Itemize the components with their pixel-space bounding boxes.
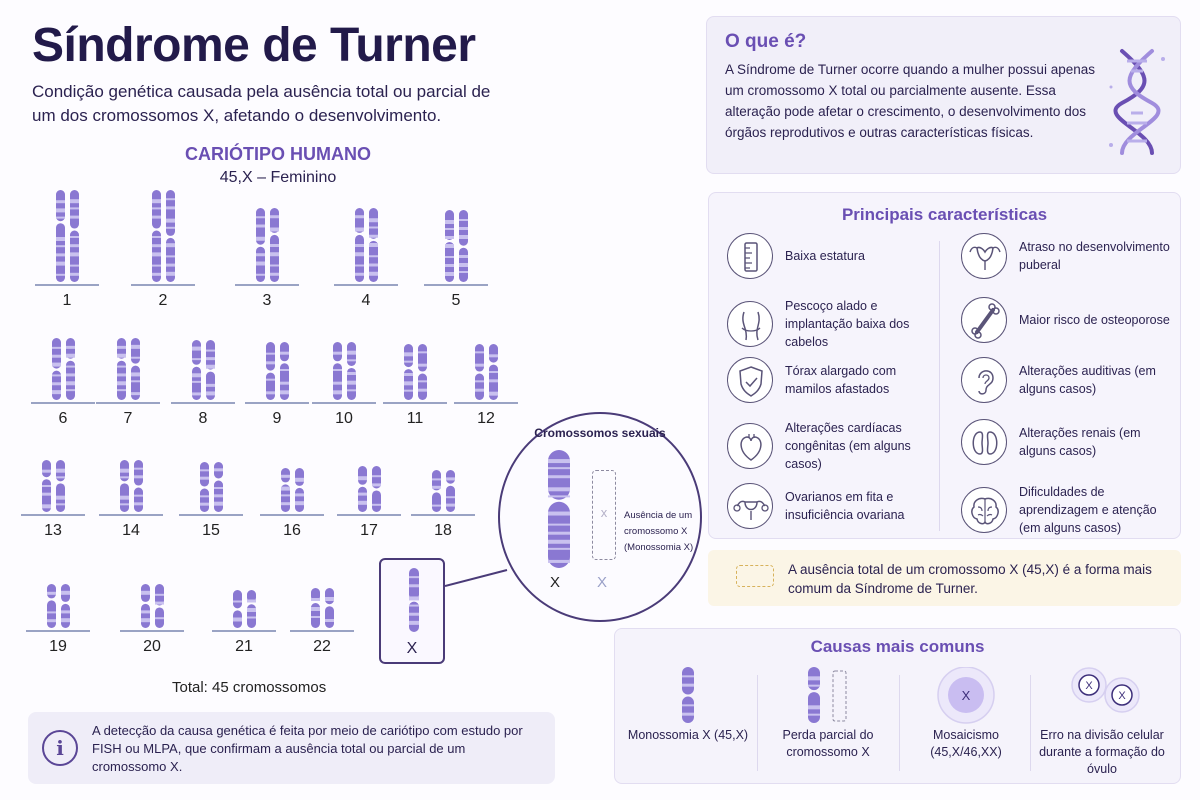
kidney-icon [961, 419, 1007, 465]
cause-text: Monossomia X (45,X) [627, 728, 749, 742]
info-icon: i [42, 730, 78, 766]
feature-item [727, 419, 932, 473]
features-title: Principais características [841, 205, 1048, 224]
cause-item [623, 665, 753, 781]
cause-text: Perda parcial do cromossomo X [782, 728, 874, 759]
chromosome-pair-icon [40, 584, 76, 628]
chromosome-number: 22 [313, 638, 331, 655]
cause-item [901, 665, 1031, 781]
feature-text: Baixa estatura [785, 249, 865, 263]
what-is-text: A Síndrome de Turner ocorre quando a mulher possui apenas um cromossomo X total ou parcialmente ausente. Essa alteração pode afetar o crescimento, o desenvolvimento dos órgãos reprodutivos e outras características físicas. [725, 62, 1095, 140]
chromosome-number: 2 [158, 292, 168, 309]
causes-title: Causas mais comuns [810, 637, 985, 656]
chromosome-number: 5 [451, 292, 461, 309]
pair-baseline [260, 514, 324, 516]
chromosome-pair-icon [145, 190, 181, 282]
causes-card [614, 628, 1181, 784]
chromosome-pair-9 [242, 342, 312, 428]
chromosome-pair-icon [438, 210, 474, 282]
feature-item [727, 483, 932, 529]
pair-baseline [337, 514, 401, 516]
page-subtitle: Condição genética causada pela ausência total ou parcial de um dos cromossomos X, afetando o desenvolvimento. [32, 82, 491, 125]
bone-icon [961, 297, 1007, 343]
pair-baseline [99, 514, 163, 516]
pair-baseline [235, 284, 299, 286]
feature-text: Alterações cardíacas congênitas (em alguns casos) [785, 421, 911, 471]
chromosome-total: Total: 45 cromossomos [172, 679, 327, 696]
chromosome-pair-13 [18, 460, 88, 540]
causes-divider [757, 675, 758, 771]
chromosome-pair-icon [351, 466, 387, 512]
feature-text: Atraso no desenvolvimento puberal [1019, 240, 1170, 272]
feature-text: Alterações renais (em alguns casos) [1019, 426, 1141, 458]
feature-item [727, 357, 932, 403]
feature-item [961, 297, 1173, 343]
dna-icon [1107, 47, 1167, 157]
chromosome-pair-3 [232, 208, 302, 310]
ruler-icon [727, 233, 773, 279]
pair-baseline [212, 630, 276, 632]
zoom-connector [445, 568, 515, 598]
mosaic-cell-letter: X [961, 688, 971, 703]
absence-note: Ausência de um cromossomo X (Monossomia X) [624, 510, 694, 553]
cause-item [1037, 665, 1167, 781]
uterus-icon [961, 233, 1007, 279]
chromosome-number: 17 [360, 522, 378, 539]
chromosome-pair-icon [193, 462, 229, 512]
sex-chromosome-box [379, 558, 445, 664]
chromosome-pair-8 [168, 340, 238, 428]
chromosome-pair-12 [451, 344, 521, 428]
what-is-title: O que é? [725, 31, 807, 52]
ovaries-icon [727, 483, 773, 529]
chromosome-pair-icon [274, 468, 310, 512]
neck-icon [727, 301, 773, 347]
chromosome-number: 15 [202, 522, 220, 539]
ear-icon [961, 357, 1007, 403]
feature-item [961, 233, 1173, 279]
dashed-chromosome-icon [736, 565, 774, 587]
feature-text: Dificuldades de aprendizagem e atenção (em alguns casos) [1019, 485, 1157, 535]
feature-item [727, 297, 932, 351]
pair-baseline [245, 402, 309, 404]
chromosome-pair-icon [226, 590, 262, 628]
sex-chromosomes-detail [498, 412, 702, 622]
chromosome-number: 12 [477, 410, 495, 427]
cause-text: Erro na divisão celular durante a formação do óvulo [1039, 728, 1165, 776]
chromosome-number: 21 [235, 638, 253, 655]
chromosome-number: 13 [44, 522, 62, 539]
chromosome-pair-icon [134, 584, 170, 628]
feature-item [961, 483, 1173, 537]
pair-baseline [131, 284, 195, 286]
chromosome-number: 3 [262, 292, 272, 309]
chromosome-number: 7 [123, 410, 133, 427]
chromosome-pair-20 [117, 584, 187, 656]
cause-item [763, 665, 893, 781]
chromosome-pair-16 [257, 468, 327, 540]
chromosome-pair-1 [32, 190, 102, 310]
pair-baseline [383, 402, 447, 404]
shield-chest-icon [727, 357, 773, 403]
chromosome-number: 11 [406, 410, 424, 427]
cause-text: Mosaicismo (45,X/46,XX) [930, 728, 1002, 759]
common-form-note [708, 550, 1181, 606]
chromosome-number: 10 [335, 410, 353, 427]
x-chromosome-large-icon [546, 450, 572, 568]
sex-chromosomes-title: Cromossomos sexuais [534, 426, 666, 440]
pair-baseline [290, 630, 354, 632]
chromosome-pair-icon [425, 470, 461, 512]
feature-item [727, 233, 932, 279]
chromosome-pair-11 [380, 344, 450, 428]
feature-text: Ovarianos em fita e insuficiência ovariana [785, 490, 905, 522]
pair-baseline [411, 514, 475, 516]
chromosome-pair-18 [408, 470, 478, 540]
pair-baseline [334, 284, 398, 286]
chromosome-number: 18 [434, 522, 452, 539]
pair-baseline [312, 402, 376, 404]
chromosome-pair-2 [128, 190, 198, 310]
chromosome-pair-icon [259, 342, 295, 400]
pair-baseline [120, 630, 184, 632]
chromosome-number: 14 [122, 522, 140, 539]
detection-info-text: A detecção da causa genética é feita por meio de cariótipo com estudo por FISH ou MLPA, que confirmam a ausência total ou parcial de um cromossomo X. [92, 723, 523, 774]
features-card [708, 192, 1181, 539]
feature-text: Maior risco de osteoporose [1019, 313, 1170, 327]
missing-chromosome-outline [592, 470, 616, 560]
chromosome-number: 9 [272, 410, 282, 427]
chromosome-pair-22 [287, 588, 357, 656]
chromosome-pair-icon [110, 338, 146, 400]
absent-x-label: X [597, 574, 608, 591]
feature-text: Pescoço alado e implantação baixa dos cabelos [785, 299, 910, 349]
pair-baseline [171, 402, 235, 404]
chromosome-number: 20 [143, 638, 161, 655]
page-title: Síndrome de Turner [32, 19, 476, 72]
chromosome-pair-5 [421, 210, 491, 310]
chromosome-pair-19 [23, 584, 93, 656]
karyotype-subtitle: 45,X – Feminino [219, 169, 337, 186]
missing-x-mark: x [600, 505, 608, 520]
chromosome-pair-icon [304, 588, 340, 628]
sex-chromosome-label: X [406, 640, 418, 657]
pair-baseline [179, 514, 243, 516]
chromosome-pair-icon [45, 338, 81, 400]
pair-baseline [21, 514, 85, 516]
chromosome-pair-14 [96, 460, 166, 540]
what-is-card [706, 16, 1181, 174]
chromosome-number: 1 [62, 292, 72, 309]
feature-text: Alterações auditivas (em alguns casos) [1019, 364, 1156, 396]
chromosome-number: 16 [283, 522, 301, 539]
pair-baseline [35, 284, 99, 286]
missing-part-outline [833, 671, 846, 721]
chromosome-pair-21 [209, 590, 279, 656]
chromosome-pair-7 [93, 338, 163, 428]
pair-baseline [454, 402, 518, 404]
pair-baseline [96, 402, 160, 404]
chromosome-pair-10 [309, 342, 379, 428]
single-chromosome-icon [623, 667, 753, 727]
causes-divider [899, 675, 900, 771]
chromosome-pair-17 [334, 466, 404, 540]
chromosome-number: 19 [49, 638, 67, 655]
cell-division-icon [1037, 667, 1167, 727]
chromosome-pair-icon [49, 190, 85, 282]
chromosome-number: 8 [198, 410, 208, 427]
feature-text: Tórax alargado com mamilos afastados [785, 364, 897, 396]
chromosome-number: 6 [58, 410, 68, 427]
feature-item [961, 357, 1173, 403]
pair-baseline [424, 284, 488, 286]
heart-icon [727, 423, 773, 469]
partial-chromosome-icon [763, 667, 893, 727]
division-cell-letter: X [1085, 680, 1093, 692]
chromosome-pair-icon [35, 460, 71, 512]
chromosome-number: 4 [361, 292, 371, 309]
mosaic-cell-icon [901, 667, 1031, 727]
features-divider [939, 241, 940, 531]
common-form-text: A ausência total de um cromossomo X (45,X) é a forma mais comum da Síndrome de Turner. [788, 562, 1152, 596]
chromosome-pair-4 [331, 208, 401, 310]
pair-baseline [31, 402, 95, 404]
present-x-label: X [550, 574, 561, 591]
chromosome-pair-15 [176, 462, 246, 540]
chromosome-pair-icon [249, 208, 285, 282]
chromosome-pair-icon [397, 344, 433, 400]
division-cell-letter: X [1118, 690, 1126, 702]
chromosome-pair-icon [468, 344, 504, 400]
pair-baseline [26, 630, 90, 632]
chromosome-pair-icon [326, 342, 362, 400]
karyotype-title: CARIÓTIPO HUMANO [185, 144, 371, 164]
detection-info [28, 712, 555, 784]
chromosome-pair-icon [348, 208, 384, 282]
chromosome-pair-icon [113, 460, 149, 512]
feature-item [961, 419, 1173, 465]
chromosome-pair-icon [185, 340, 221, 400]
chromosome-pair-6 [28, 338, 98, 428]
brain-icon [961, 487, 1007, 533]
x-chromosome-icon [405, 568, 423, 632]
